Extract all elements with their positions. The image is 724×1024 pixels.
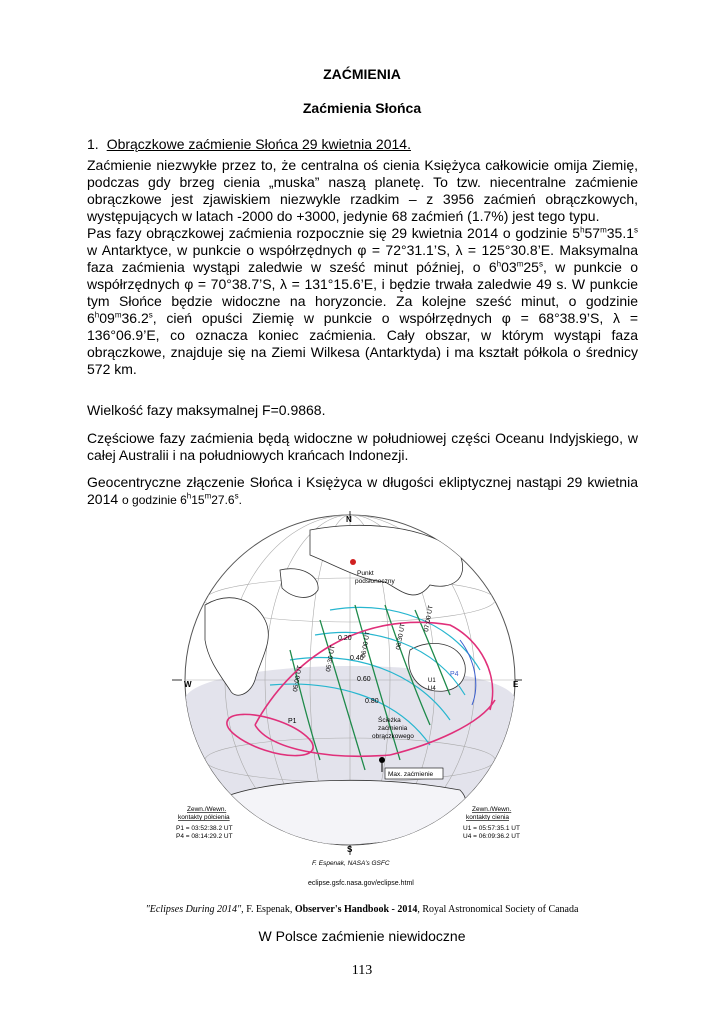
max-eclipse-label: Max. zaćmienie — [388, 771, 434, 778]
svg-text:05:00 UT: 05:00 UT — [292, 664, 304, 693]
svg-text:P4 = 08:14:29.2 UT: P4 = 08:14:29.2 UT — [176, 833, 233, 840]
svg-text:Zewn./Wewn.: Zewn./Wewn. — [472, 806, 512, 813]
paragraph-description — [87, 157, 638, 378]
bottom-note: W Polsce zaćmienie niewidoczne — [258, 928, 466, 944]
compass-west: W — [184, 680, 192, 689]
umbra-contacts-box — [463, 806, 520, 840]
svg-text:0.20: 0.20 — [338, 635, 352, 642]
figure-url: eclipse.gsfc.nasa.gov/eclipse.html — [308, 880, 414, 887]
section-title: Obrączkowe zaćmienie Słońca 29 kwietnia 2014. — [106, 136, 411, 152]
compass-north: N — [346, 515, 352, 524]
svg-text:06:30 UT: 06:30 UT — [395, 622, 407, 651]
figure-caption: "Eclipses During 2014", F. Espenak, Observer's Handbook - 2014, Royal Astronomical Society of Canada — [145, 904, 579, 915]
label-u4: U4 — [428, 686, 436, 692]
svg-text:0.40: 0.40 — [350, 655, 364, 662]
svg-text:kontakty półcienia: kontakty półcienia — [178, 814, 230, 821]
figure-credit: F. Espenak, NASA’s GSFC — [312, 860, 390, 867]
svg-text:kontakty cienia: kontakty cienia — [466, 814, 509, 821]
antarctica-outline — [229, 780, 466, 845]
svg-text:Punkt: Punkt — [357, 570, 374, 577]
label-p4: P4 — [450, 671, 459, 678]
svg-text:Ścieżka: Ścieżka — [378, 717, 401, 724]
svg-text:06:00 UT: 06:00 UT — [360, 630, 372, 659]
svg-text:Zewn./Wewn.: Zewn./Wewn. — [187, 806, 227, 813]
svg-text:podsłoneczny: podsłoneczny — [355, 578, 395, 585]
paragraph-intro: Zaćmienie niezwykłe przez to, że centralna oś cienia Księżyca całkowicie omija Ziemię, podczas gdy brzeg cienia „muska” naszą planetę. To tzw. niecentralne zaćmienie obrączkowe jest zjawiskiem niezwykle rzadkim – z 3956 zaćmień obrączkowych, występujących w latach -2000 do +3000, jedynie 68 zaćmień (1.7%) jest tego typu. — [87, 157, 638, 224]
svg-text:0.80: 0.80 — [365, 698, 379, 705]
eclipse-map-figure — [160, 510, 580, 920]
paragraph-details: Pas fazy obrączkowej zaćmienia rozpocznie się 29 kwietnia 2014 o godzinie 5$^h$57$^m$35.1$^s$ w Antarktyce, w punkcie o współrzędnych φ = 72°31.1’S, λ = 125°30.8’E. Maksymalna faza zaćmienia wystąpi zaledwie w sześć minut później, o 6$^h$03$^m$25$^s$, w punkcie o współrzędnych φ = 70°38.7’S, λ = 131°15.6’E, i będzie trwała zaledwie 49 s. W punkcie tym Słońce będzie widoczne na horyzoncie. Za kolejne sześć minut, o godzinie 6$^h$09$^m$36.2$^s$, cień opuści Ziemię w punkcie o współrzędnych φ = 68°38.9’S, λ = 136°06.9’E, co oznacza koniec zaćmienia. Cały obszar, w którym wystąpi faza obrączkowe, znajduje się na Ziemi Wilkesa (Antarktyda) i ma kształt półkola o średnicy 572 km. — [87, 225, 639, 377]
svg-text:0.60: 0.60 — [357, 676, 371, 683]
globe — [180, 515, 520, 860]
svg-text:U4 = 06:09:36.2 UT: U4 = 06:09:36.2 UT — [463, 833, 520, 840]
compass-east: E — [513, 680, 519, 689]
paragraph-conjunction: Geocentryczne złączenie Słońca i Księżyca w długości ekliptycznej nastąpi 29 kwietnia 2014 o godzinie 6$^h$15$^m$27.6$^s$. — [87, 474, 638, 507]
page-number: 113 — [351, 963, 373, 978]
svg-text:zaćmienia: zaćmienia — [378, 725, 408, 732]
svg-text:07:00 UT: 07:00 UT — [423, 604, 435, 633]
label-u1: U1 — [428, 678, 436, 684]
section-heading — [87, 136, 411, 152]
label-p1: P1 — [288, 718, 297, 725]
paragraph-magnitude: Wielkość fazy maksymalnej F=0.9868. — [87, 402, 326, 418]
svg-text:05:30 UT: 05:30 UT — [325, 644, 337, 673]
svg-text:P1 = 03:52:38.2 UT: P1 = 03:52:38.2 UT — [176, 825, 233, 832]
page-subtitle: Zaćmienia Słońca — [302, 100, 422, 116]
section-number: 1. — [87, 136, 99, 152]
page-title: ZAĆMIENIA — [323, 66, 401, 82]
compass-south: S — [347, 845, 353, 854]
paragraph-partial-phases: Częściowe fazy zaćmienia będą widoczne w południowej części Oceanu Indyjskiego, w całej Australii i na południowych krańcach Indonezji. — [87, 430, 638, 463]
svg-text:U1 = 05:57:35.1 UT: U1 = 05:57:35.1 UT — [463, 825, 520, 832]
svg-text:obrączkowego: obrączkowego — [372, 733, 414, 740]
penumbra-contacts-box — [176, 806, 233, 840]
